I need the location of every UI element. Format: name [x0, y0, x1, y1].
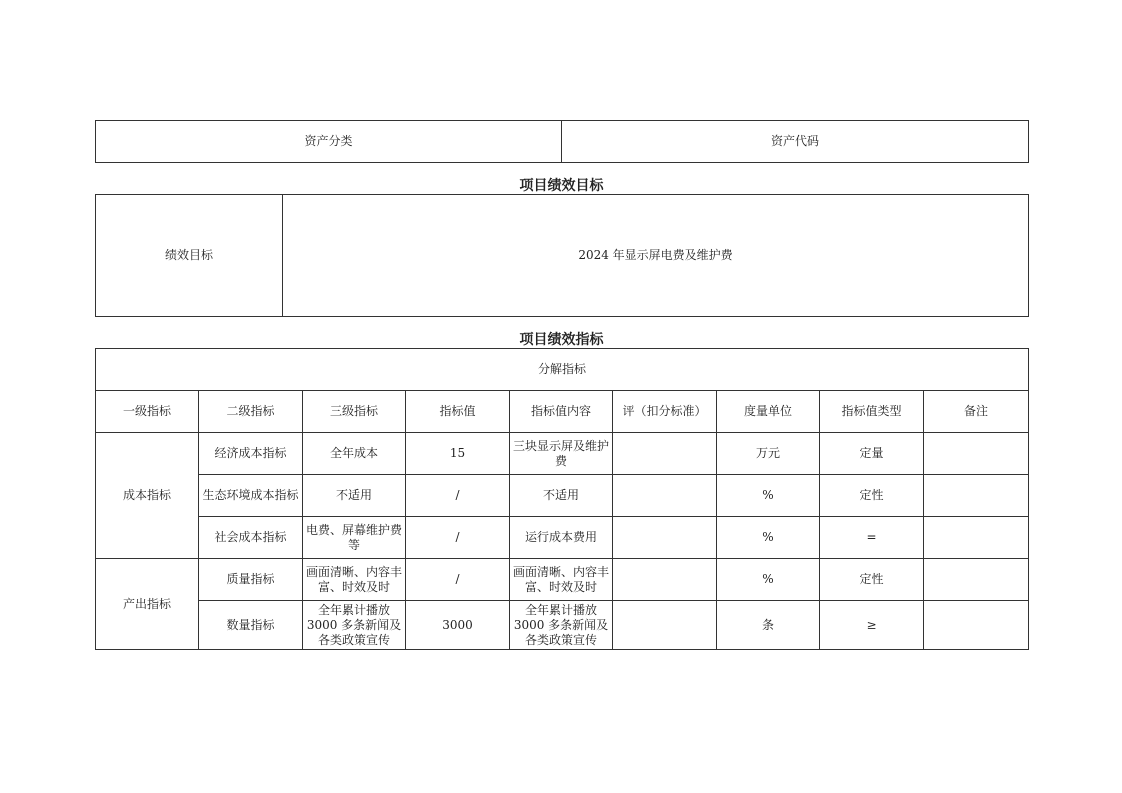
- unit-cell: %: [717, 475, 820, 517]
- table-row: [96, 601, 1029, 650]
- col-header-level2: 二级指标: [199, 391, 303, 433]
- unit-cell: %: [717, 517, 820, 559]
- scoring-cell: [613, 475, 717, 517]
- goal-table: [95, 194, 1029, 317]
- level2-cell: 经济成本指标: [199, 433, 303, 475]
- type-cell: 定性: [820, 475, 924, 517]
- level3-cell: 全年成本: [303, 433, 406, 475]
- col-header-note: 备注: [924, 391, 1029, 433]
- goal-section-title: 项目绩效目标: [519, 178, 604, 194]
- asset-table: [95, 120, 1029, 163]
- content-cell: 全年累计播放 3000 多条新闻及各类政策宣传: [510, 601, 613, 650]
- level3-cell: 不适用: [303, 475, 406, 517]
- type-cell: 定量: [820, 433, 924, 475]
- note-cell: [924, 559, 1029, 601]
- asset-category-label: 资产分类: [96, 121, 562, 163]
- value-cell: 3000: [406, 601, 510, 650]
- note-cell: [924, 475, 1029, 517]
- table-row: [96, 517, 1029, 559]
- level2-cell: 社会成本指标: [199, 517, 303, 559]
- column-header-row: [96, 391, 1029, 433]
- note-cell: [924, 517, 1029, 559]
- scoring-cell: [613, 559, 717, 601]
- table-row: [96, 475, 1029, 517]
- level2-cell: 生态环境成本指标: [199, 475, 303, 517]
- col-header-level3: 三级指标: [303, 391, 406, 433]
- group-output: 产出指标: [96, 559, 199, 650]
- unit-cell: 条: [717, 601, 820, 650]
- content-cell: 画面清晰、内容丰富、时效及时: [510, 559, 613, 601]
- value-cell: 15: [406, 433, 510, 475]
- type-cell: ≥: [820, 601, 924, 650]
- content-cell: 三块显示屏及维护费: [510, 433, 613, 475]
- col-header-type: 指标值类型: [820, 391, 924, 433]
- indicator-table: [95, 348, 1029, 650]
- asset-code-label: 资产代码: [562, 121, 1029, 163]
- level2-cell: 质量指标: [199, 559, 303, 601]
- value-cell: /: [406, 559, 510, 601]
- goal-label: 绩效目标: [96, 195, 283, 317]
- level2-cell: 数量指标: [199, 601, 303, 650]
- type-cell: =: [820, 517, 924, 559]
- indicator-section-title: 项目绩效指标: [519, 332, 604, 348]
- content-cell: 运行成本费用: [510, 517, 613, 559]
- level3-cell: 全年累计播放 3000 多条新闻及各类政策宣传: [303, 601, 406, 650]
- col-header-unit: 度量单位: [717, 391, 820, 433]
- level3-cell: 画面清晰、内容丰富、时效及时: [303, 559, 406, 601]
- content-cell: 不适用: [510, 475, 613, 517]
- note-cell: [924, 601, 1029, 650]
- type-cell: 定性: [820, 559, 924, 601]
- col-header-content: 指标值内容: [510, 391, 613, 433]
- note-cell: [924, 433, 1029, 475]
- breakdown-header: 分解指标: [96, 349, 1029, 391]
- scoring-cell: [613, 601, 717, 650]
- value-cell: /: [406, 517, 510, 559]
- scoring-cell: [613, 517, 717, 559]
- goal-value: 2024 年显示屏电费及维护费: [283, 195, 1029, 317]
- table-row: [96, 433, 1029, 475]
- group-cost: 成本指标: [96, 433, 199, 559]
- col-header-scoring: 评（扣分标准）: [613, 391, 717, 433]
- level3-cell: 电费、屏幕维护费等: [303, 517, 406, 559]
- col-header-level1: 一级指标: [96, 391, 199, 433]
- table-row: [96, 559, 1029, 601]
- unit-cell: %: [717, 559, 820, 601]
- unit-cell: 万元: [717, 433, 820, 475]
- col-header-value: 指标值: [406, 391, 510, 433]
- scoring-cell: [613, 433, 717, 475]
- value-cell: /: [406, 475, 510, 517]
